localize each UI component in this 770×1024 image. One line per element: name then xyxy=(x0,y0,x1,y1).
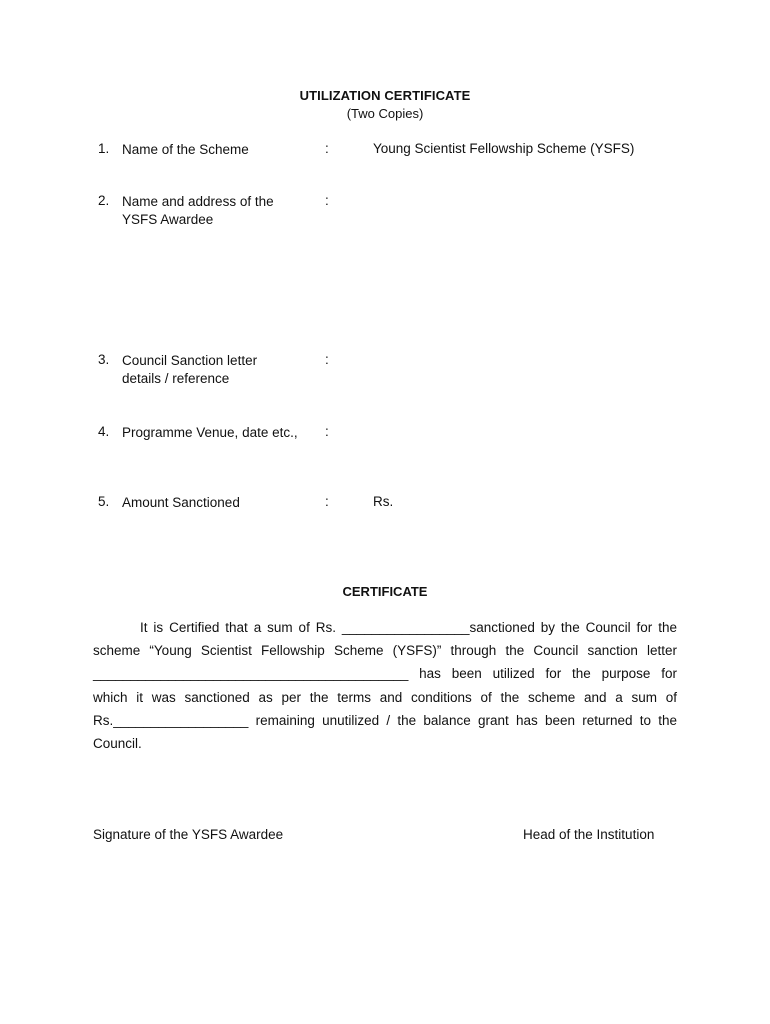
certificate-line: It is Certified that a sum of Rs. _________________sanctioned by the Council for the xyxy=(140,620,677,635)
field-number: 5. xyxy=(98,494,110,509)
field-number: 3. xyxy=(98,352,110,367)
field-number: 4. xyxy=(98,424,110,439)
field-label-line: Name and address of the xyxy=(122,194,274,209)
page-title: UTILIZATION CERTIFICATE xyxy=(299,88,471,103)
field-label-line: details / reference xyxy=(122,371,230,386)
field-number: 2. xyxy=(98,193,110,208)
field-number: 1. xyxy=(98,141,110,156)
certificate-heading: CERTIFICATE xyxy=(342,584,428,599)
field-colon: : xyxy=(325,352,329,367)
certificate-line: which it was sanctioned as per the terms and conditions of the scheme and a sum of xyxy=(93,689,677,705)
field-colon: : xyxy=(325,141,329,156)
field-value: Rs. xyxy=(373,494,394,509)
field-label: Amount Sanctioned xyxy=(122,495,240,510)
field-colon: : xyxy=(325,494,329,509)
signature-head-label: Head of the Institution xyxy=(523,827,655,842)
signature-awardee-label: Signature of the YSFS Awardee xyxy=(93,827,284,842)
field-label xyxy=(122,352,317,388)
certificate-line: __________________________________________ has been utilized for the purpose for xyxy=(93,666,677,682)
field-label: Name of the Scheme xyxy=(122,142,249,157)
field-colon: : xyxy=(325,424,329,439)
field-label-line: YSFS Awardee xyxy=(122,212,214,227)
field-label-line: Council Sanction letter xyxy=(122,353,258,368)
field-label: Programme Venue, date etc., xyxy=(122,425,298,440)
certificate-line: Rs.__________________ remaining unutilized / the balance grant has been returned to the xyxy=(93,712,677,728)
field-value: Young Scientist Fellowship Scheme (YSFS) xyxy=(373,141,635,156)
field-label xyxy=(122,193,317,229)
certificate-body xyxy=(93,616,677,755)
field-colon: : xyxy=(325,193,329,208)
certificate-line: scheme “Young Scientist Fellowship Scheme (YSFS)” through the Council sanction letter xyxy=(93,643,677,659)
certificate-line: Council. xyxy=(93,736,142,752)
page-subtitle: (Two Copies) xyxy=(346,106,424,121)
